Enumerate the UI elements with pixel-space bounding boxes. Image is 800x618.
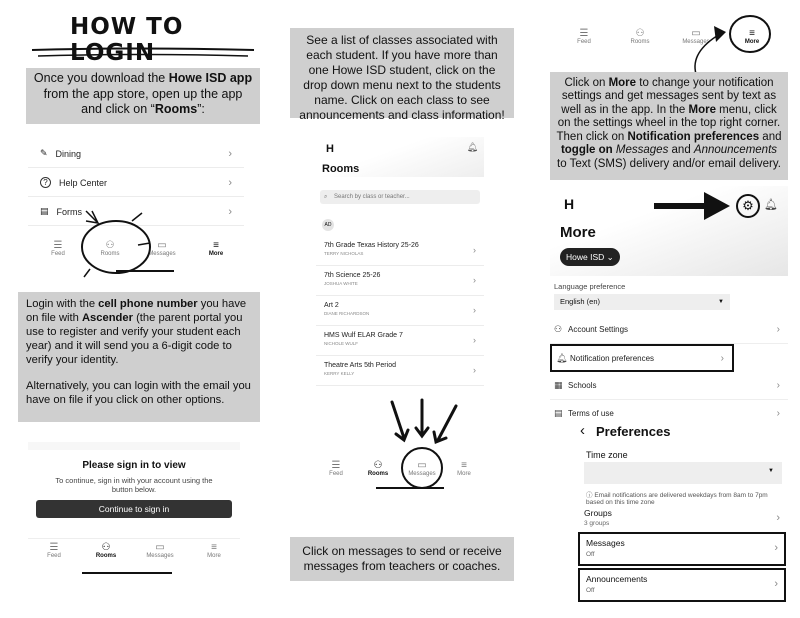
chevron-right-icon: › bbox=[776, 324, 780, 335]
class-row[interactable]: 7th Science 25-26 JOSHUA WHITE › bbox=[316, 267, 484, 296]
messages-icon: ▭ bbox=[155, 542, 165, 553]
language-label: Language preference bbox=[554, 282, 626, 291]
class-row[interactable]: Theatre Arts 5th Period KERRY KELLY › bbox=[316, 357, 484, 386]
announcements-preference-item[interactable]: Announcements Off › bbox=[578, 568, 786, 602]
tab-feed[interactable]: ☰ Feed bbox=[564, 28, 604, 45]
more-icon: ≡ bbox=[749, 28, 755, 39]
more-note-box: Click on More to change your notification settings and get messages sent by text as well as in the app. In the More menu, click on the settings wheel in the top right corner. Then click on Notification preferences and toggle on Messages and Announcements to Text (SMS) delivery and/or email delivery. bbox=[550, 72, 788, 180]
login-alt-text: Alternatively, you can login with the email you have on file if you click on other options. bbox=[26, 380, 251, 406]
chevron-right-icon: › bbox=[473, 245, 476, 255]
more-icon: ≡ bbox=[211, 542, 217, 553]
chevron-right-icon: › bbox=[774, 578, 778, 590]
chevron-right-icon: › bbox=[776, 408, 780, 418]
signin-title: Please sign in to view bbox=[82, 460, 186, 471]
forms-icon: ▤ bbox=[40, 206, 49, 216]
chevron-right-icon: › bbox=[228, 147, 232, 160]
timezone-info: ⓘ Email notifications are delivered weekdays from 8am to 7pm based on this time zone bbox=[586, 492, 768, 506]
user-icon: ⚇ bbox=[554, 324, 563, 334]
title-underline bbox=[28, 44, 258, 60]
tab-feed[interactable]: ☰ Feed bbox=[34, 542, 74, 559]
class-row[interactable]: HMS Wulf ELAR Grade 7 NICHOLE WULF › bbox=[316, 327, 484, 356]
intro-app-name: Howe ISD app bbox=[168, 71, 253, 85]
intro-box bbox=[26, 68, 260, 124]
class-row[interactable]: 7th Grade Texas History 25-26 TERRY NICHOLAS › bbox=[316, 237, 484, 266]
tab-messages[interactable]: ▭ Messages bbox=[140, 542, 180, 559]
caret-down-icon: ▼ bbox=[718, 299, 724, 305]
more-icon: ≡ bbox=[461, 460, 467, 471]
feed-icon: ☰ bbox=[49, 542, 59, 553]
rooms-icon: ⚇ bbox=[373, 460, 383, 471]
rooms-icon: ⚇ bbox=[635, 28, 645, 39]
language-select[interactable]: English (en) ▼ bbox=[554, 294, 730, 310]
rooms-icon: ⚇ bbox=[105, 240, 115, 251]
timezone-select[interactable] bbox=[584, 462, 782, 484]
more-title: More bbox=[560, 224, 596, 241]
tab-messages[interactable]: ▭ Messages bbox=[142, 240, 182, 257]
intro-text-3: ”: bbox=[197, 102, 205, 117]
gear-pointer-arrow bbox=[654, 190, 734, 224]
chevron-right-icon: › bbox=[473, 305, 476, 315]
messages-arrows bbox=[370, 398, 480, 494]
chevron-right-icon: › bbox=[776, 512, 780, 524]
terms-item[interactable]: ▤ Terms of use › bbox=[550, 400, 788, 418]
chevron-right-icon: › bbox=[473, 365, 476, 375]
search-input[interactable]: ⌕ Search by class or teacher... bbox=[320, 190, 480, 204]
feed-icon: ☰ bbox=[53, 240, 63, 251]
chevron-right-icon: › bbox=[774, 542, 778, 554]
school-dropdown[interactable]: Howe ISD ⌄ bbox=[560, 248, 620, 266]
chevron-right-icon: › bbox=[776, 380, 780, 391]
tab-messages[interactable]: ▭ Messages bbox=[676, 28, 716, 45]
signin-screenshot bbox=[28, 442, 240, 577]
caret-down-icon: ▼ bbox=[768, 468, 774, 474]
chevron-down-icon: ⌄ bbox=[606, 252, 614, 262]
preferences-title: Preferences bbox=[596, 424, 671, 439]
info-icon: ⓘ bbox=[586, 492, 593, 499]
menu-item-forms[interactable]: ▤ Forms › bbox=[28, 198, 244, 226]
messages-note-box: Click on messages to send or receive messages from teachers or coaches. bbox=[290, 537, 514, 581]
menu-item-dining[interactable]: ✎ Dining › bbox=[28, 140, 244, 168]
bell-icon: 🔔︎ bbox=[556, 352, 568, 363]
messages-preference-item[interactable]: Messages Off › bbox=[578, 532, 786, 566]
student-avatar[interactable]: AD bbox=[322, 219, 334, 231]
feed-icon: ☰ bbox=[579, 28, 589, 39]
tab-rooms[interactable]: ⚇ Rooms bbox=[358, 460, 398, 477]
tab-rooms[interactable]: ⚇ Rooms bbox=[90, 240, 130, 257]
tab-more[interactable]: ≡ More bbox=[196, 240, 236, 257]
rooms-title: Rooms bbox=[322, 163, 360, 175]
rooms-icon: ⚇ bbox=[101, 542, 111, 553]
classes-intro-box: See a list of classes associated with each student. If you have more than one Howe ISD student, click on the drop down menu next to the students name. Click on each class to see announcements and class information! bbox=[290, 28, 514, 118]
login-box: Login with the cell phone number you have on file with Ascender (the parent portal you use to register and verify your student each year) and it will send you a 6-digit code to verify your identity. Alternatively, you can login with the email you have on file if you click on other options. bbox=[18, 292, 260, 422]
continue-signin-button[interactable]: Continue to sign in bbox=[36, 500, 232, 518]
notification-preferences-item[interactable]: 🔔︎ Notification preferences › bbox=[550, 344, 734, 372]
tab-more[interactable]: ≡ More bbox=[444, 460, 484, 477]
title-text: HOW TO LOGIN bbox=[70, 14, 184, 66]
chevron-right-icon: › bbox=[228, 176, 232, 189]
tab-feed[interactable]: ☰ Feed bbox=[316, 460, 356, 477]
intro-text: Once you download the bbox=[33, 71, 169, 85]
chevron-right-icon: › bbox=[473, 275, 476, 285]
tab-feed[interactable]: ☰ Feed bbox=[38, 240, 78, 257]
timezone-label: Time zone bbox=[586, 450, 628, 460]
school-icon: ▦ bbox=[554, 380, 563, 390]
intro-text-2: from the app store, open up the app and click on “ bbox=[43, 86, 243, 117]
search-icon: ⌕ bbox=[324, 194, 328, 200]
tab-rooms[interactable]: ⚇ Rooms bbox=[86, 542, 126, 559]
signin-desc: To continue, sign in with your account using the button below. bbox=[55, 476, 213, 494]
messages-icon: ▭ bbox=[157, 240, 167, 251]
account-settings-item[interactable]: ⚇ Account Settings › bbox=[550, 316, 788, 344]
help-icon: ? bbox=[40, 177, 51, 188]
tab-more[interactable]: ≡ More bbox=[194, 542, 234, 559]
tab-more[interactable]: ≡ More bbox=[732, 28, 772, 45]
home-indicator bbox=[82, 572, 172, 574]
messages-icon: ▭ bbox=[417, 460, 427, 471]
menu-item-help[interactable]: ? Help Center › bbox=[28, 169, 244, 197]
document-icon: ▤ bbox=[554, 408, 563, 418]
tab-rooms[interactable]: ⚇ Rooms bbox=[620, 28, 660, 45]
chevron-right-icon: › bbox=[720, 352, 724, 364]
schools-item[interactable]: ▦ Schools › bbox=[550, 372, 788, 400]
settings-gear-icon[interactable]: ⚙ bbox=[736, 194, 760, 218]
groups-item[interactable]: Groups 3 groups › bbox=[584, 508, 780, 527]
tab-messages[interactable]: ▭ Messages bbox=[402, 460, 442, 477]
dining-icon: ✎ bbox=[40, 148, 48, 158]
class-row[interactable]: Art 2 DIANE RICHARDSON › bbox=[316, 297, 484, 326]
rooms-highlight-circle bbox=[70, 205, 190, 285]
feed-icon: ☰ bbox=[331, 460, 341, 471]
more-icon: ≡ bbox=[213, 240, 219, 251]
intro-rooms: Rooms bbox=[154, 102, 198, 117]
bell-icon[interactable]: 🔔︎ bbox=[764, 199, 778, 211]
chevron-right-icon: › bbox=[228, 205, 232, 218]
messages-icon: ▭ bbox=[691, 28, 701, 39]
chevron-right-icon: › bbox=[473, 335, 476, 345]
app-logo: H bbox=[326, 143, 334, 155]
app-logo: H bbox=[564, 196, 575, 212]
back-icon[interactable]: ‹ bbox=[580, 422, 585, 439]
bell-icon[interactable]: 🔔︎ bbox=[466, 142, 478, 152]
